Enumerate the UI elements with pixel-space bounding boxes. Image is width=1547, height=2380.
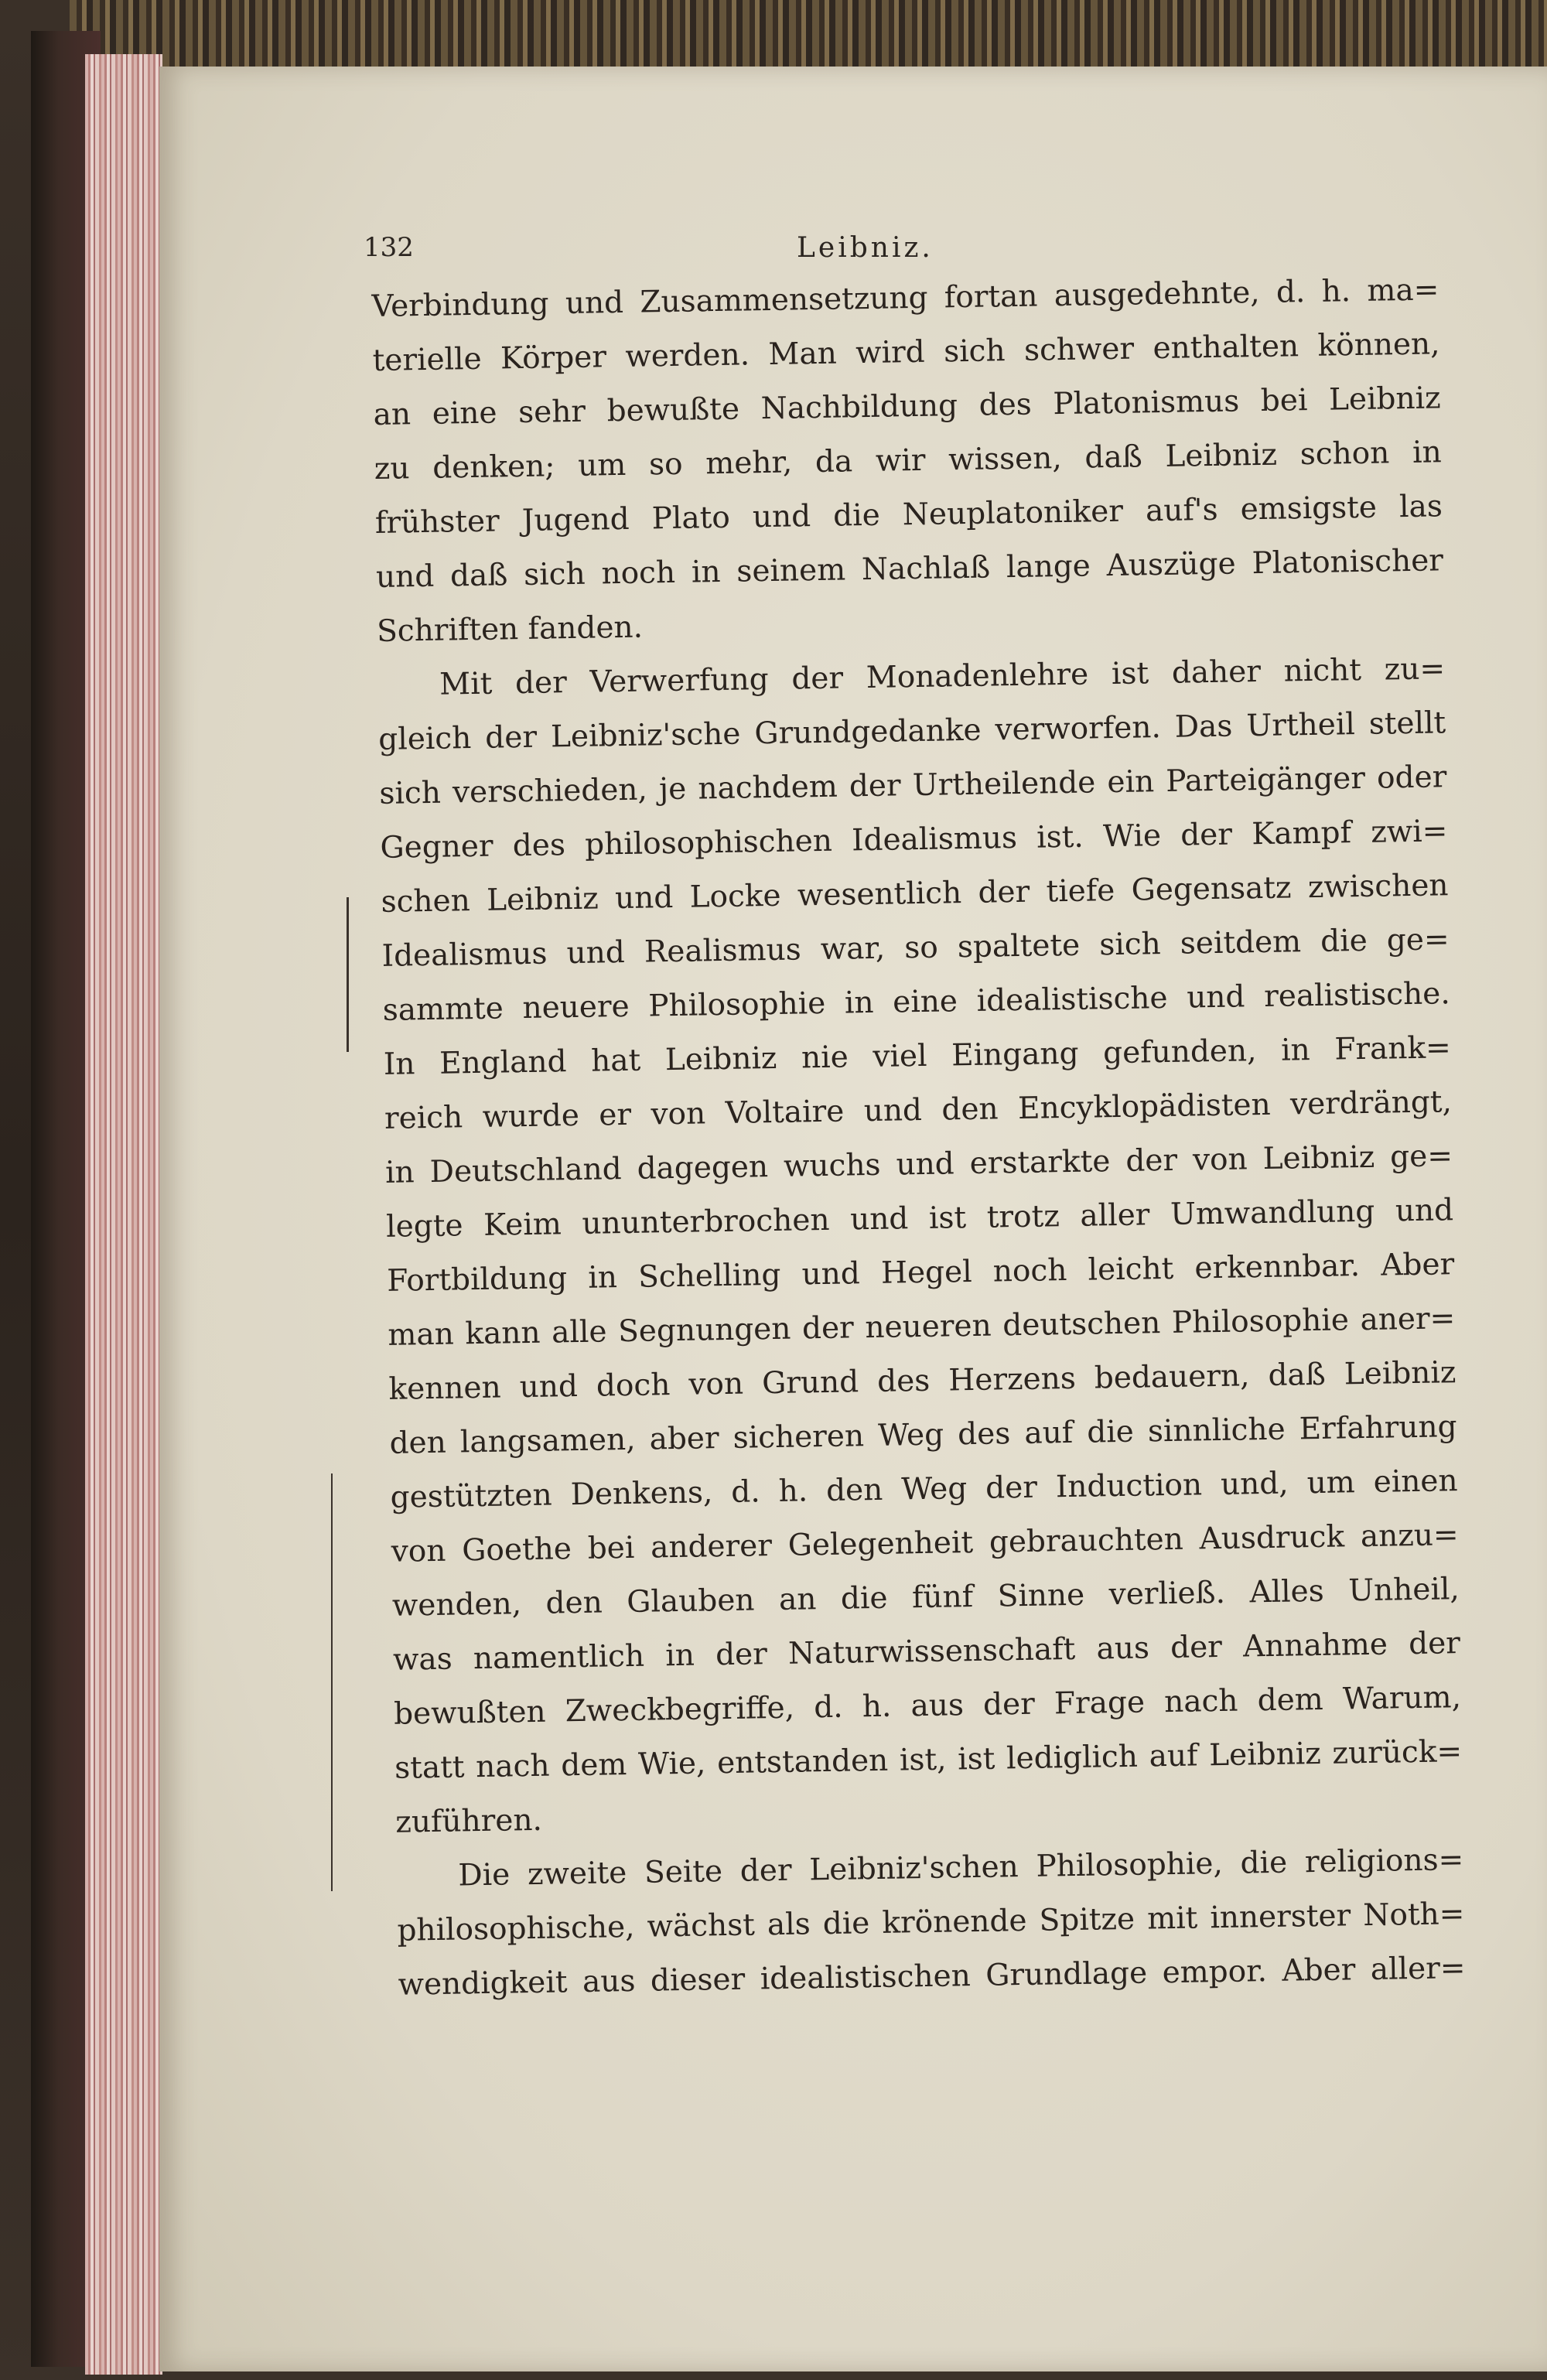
margin-pencil-line (331, 1473, 333, 1891)
running-head: Leibniz. (797, 232, 934, 264)
decorative-binding-top (70, 0, 1547, 70)
text-line: Fortbildung in Schelling und Hegel noch leicht erkennbar. Aber (386, 1247, 1455, 1299)
text-line: gestützten Denkens, d. h. den Weg der Induction und, um einen (390, 1463, 1458, 1515)
text-line: zuführen. (394, 1802, 543, 1840)
text-line: man kann alle Segnungen der neueren deutschen Philosophie aner= (388, 1301, 1456, 1353)
text-line: und daß sich noch in seinem Nachlaß lange Auszüge Platonischer (375, 543, 1444, 595)
text-line: statt nach dem Wie, entstanden ist, ist lediglich auf Leibniz zurück= (394, 1734, 1463, 1786)
page-number: 132 (364, 232, 414, 263)
text-line: frühster Jugend Plato und die Neuplatoniker auf's emsigste las (374, 489, 1443, 541)
text-line: sich verschieden, je nachdem der Urtheilende ein Parteigänger oder (379, 760, 1447, 811)
text-line: Schriften fanden. (376, 610, 644, 649)
text-line: wenden, den Glauben an die fünf Sinne verließ. Alles Unheil, (391, 1572, 1460, 1624)
text-line: schen Leibniz und Locke wesentlich der tiefe Gegensatz zwischen (381, 868, 1449, 920)
text-line: wendigkeit aus dieser idealistischen Grundlage empor. Aber aller= (398, 1951, 1466, 2003)
text-line: gleich der Leibniz'sche Grundgedanke verworfen. Das Urtheil stellt (377, 705, 1446, 757)
text-line: legte Keim ununterbrochen und ist trotz aller Umwandlung und (385, 1193, 1454, 1245)
text-line: den langsamen, aber sicheren Weg des auf die sinnliche Erfahrung (389, 1409, 1457, 1461)
text-line: kennen und doch von Grund des Herzens bedauern, daß Leibniz (388, 1355, 1457, 1407)
text-line: philosophische, wächst als die krönende Spitze mit innerster Noth= (397, 1897, 1465, 1948)
page-header (364, 232, 1369, 271)
text-line: In England hat Leibniz nie viel Eingang gefunden, in Frank= (383, 1030, 1452, 1082)
page-edges (85, 54, 162, 2375)
body-text (371, 263, 1466, 2012)
text-line: reich wurde er von Voltaire und den Encyklopädisten verdrängt, (384, 1084, 1453, 1136)
text-line: terielle Körper werden. Man wird sich schwer enthalten können, (372, 326, 1440, 378)
text-line: Gegner des philosophischen Idealismus ist. Wie der Kampf zwi= (380, 814, 1448, 866)
margin-pencil-mark (347, 897, 349, 1052)
text-line: an eine sehr bewußte Nachbildung des Platonismus bei Leibniz (373, 381, 1441, 432)
text-line: Die zweite Seite der Leibniz'schen Philosophie, die religions= (458, 1842, 1464, 1893)
text-line: bewußten Zweckbegriffe, d. h. aus der Frage nach dem Warum, (393, 1680, 1462, 1732)
text-line: Verbindung und Zusammensetzung fortan ausgedehnte, d. h. ma= (371, 272, 1439, 324)
text-line: in Deutschland dagegen wuchs und erstarkte der von Leibniz ge= (384, 1139, 1453, 1190)
text-line: Idealismus und Realismus war, so spaltete sich seitdem die ge= (381, 922, 1450, 974)
text-line: zu denken; um so mehr, da wir wissen, daß Leibniz schon in (374, 435, 1443, 487)
text-line: was namentlich in der Naturwissenschaft aus der Annahme der (392, 1626, 1461, 1678)
text-line: von Goethe bei anderer Gelegenheit gebrauchten Ausdruck anzu= (391, 1518, 1460, 1569)
text-line: Mit der Verwerfung der Monadenlehre ist daher nicht zu= (439, 651, 1446, 702)
text-line: sammte neuere Philosophie in eine idealistische und realistische. (382, 976, 1451, 1028)
